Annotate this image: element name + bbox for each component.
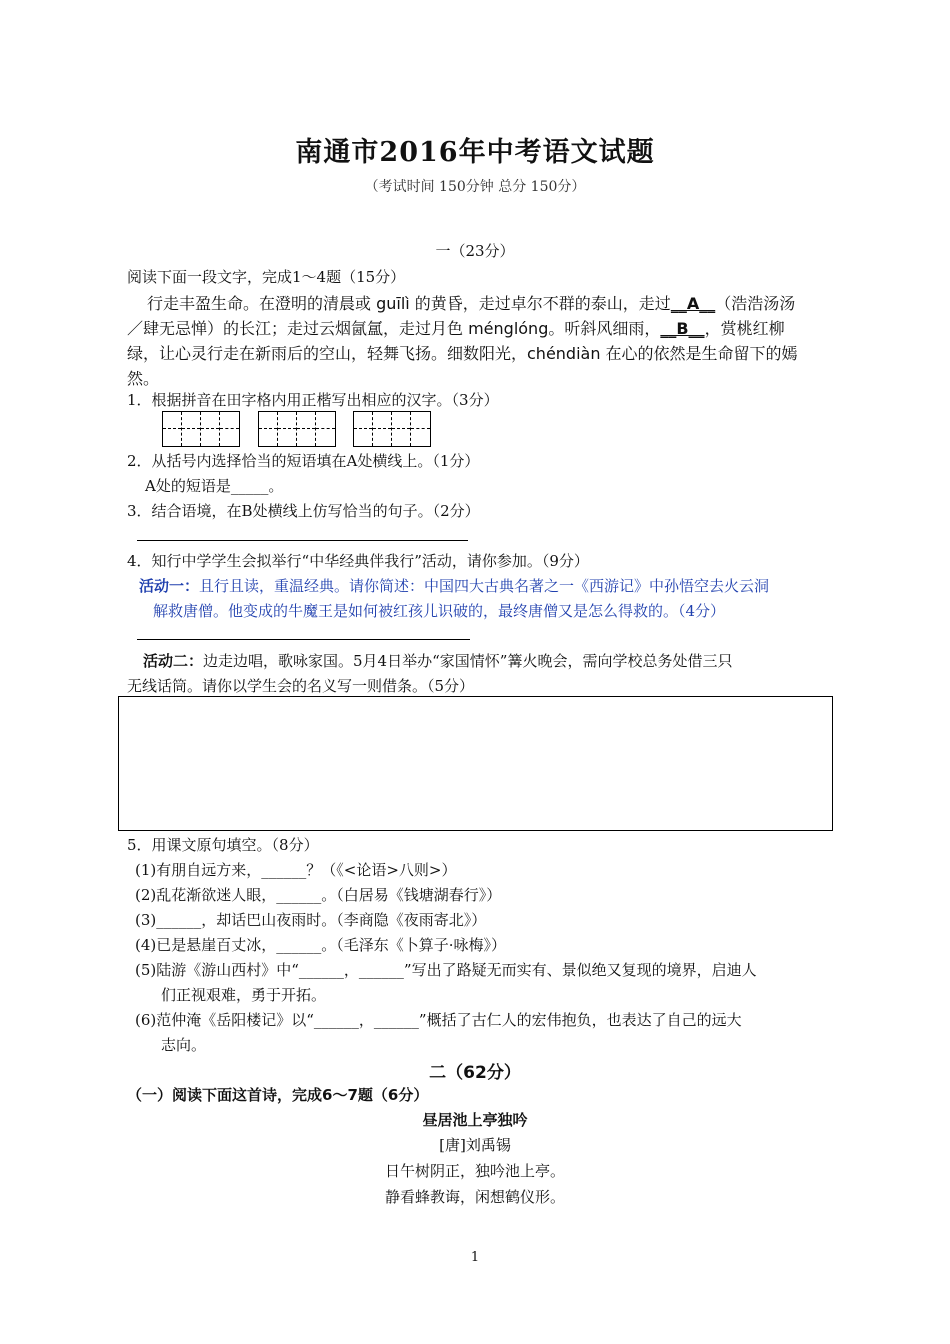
tianzige-grid-1[interactable] <box>162 411 240 447</box>
activity-1-cont: 解救唐僧。他变成的牛魔王是如何被红孩儿识破的，最终唐僧又是怎么得救的。（4分） <box>153 602 726 620</box>
activity-1-label: 活动一： <box>139 577 200 595</box>
passage-text: （浩浩汤汤 <box>715 294 796 313</box>
question-4: 4．知行中学学生会拟举行“中华经典伴我行”活动，请你参加。（9分） <box>127 552 589 570</box>
passage-text: 行走丰盈生命。在澄明的清晨或 guīlì 的黄昏，走过卓尔不群的泰山，走过 <box>147 294 671 313</box>
question-5: 5．用课文原句填空。（8分） <box>127 836 319 854</box>
q5-item-6: (6)范仲淹《岳阳楼记》以“______，______”概括了古仁人的宏伟抱负，也表达了自己的远大 <box>135 1011 742 1029</box>
question-1: 1．根据拼音在田字格内用正楷写出相应的汉字。（3分） <box>127 391 499 409</box>
tianzige-grid-3[interactable] <box>353 411 431 447</box>
passage-line-4: 然。 <box>127 369 160 388</box>
exam-info: （考试时间 150分钟 总分 150分） <box>364 179 586 195</box>
passage-text: ，赏桃红柳 <box>704 319 785 338</box>
q5-item-5-cont: 们正视艰难，勇于开拓。 <box>161 986 327 1004</box>
activity-1 <box>139 575 769 596</box>
activity-2-label: 活动二： <box>143 652 204 670</box>
passage-line-1 <box>147 291 795 314</box>
question-3: 3．结合语境，在B处横线上仿写恰当的句子。（2分） <box>127 502 480 520</box>
poem-line-1: 日午树阴正，独吟池上亭。 <box>384 1162 565 1180</box>
activity-2 <box>143 650 732 671</box>
poem-author: [唐]刘禹锡 <box>439 1136 511 1154</box>
passage-line-2 <box>127 316 785 339</box>
q5-item-4: (4)已是悬崖百丈冰，______。（毛泽东《卜算子·咏梅》） <box>135 936 507 954</box>
page-title: 南通市2016年中考语文试题 <box>295 137 655 168</box>
activity-1-text: 且行且读，重温经典。请你简述：中国四大古典名著之一《西游记》中孙悟空去火云洞 <box>199 577 770 595</box>
q5-item-6-cont: 志向。 <box>161 1036 207 1054</box>
section2-sub1: （一）阅读下面这首诗，完成6～7题（6分） <box>127 1086 429 1104</box>
section1-heading: 一（23分） <box>435 242 515 260</box>
q5-item-2: (2)乱花渐欲迷人眼，______。（白居易《钱塘湖春行》） <box>135 886 502 904</box>
passage-line-3: 绿，让心灵行走在新雨后的空山，轻舞飞扬。细数阳光，chéndiàn 在心的依然是生命留下的嫣 <box>127 344 798 363</box>
q5-item-3: (3)______，却话巴山夜雨时。（李商隐《夜雨寄北》） <box>135 911 487 929</box>
blank-b: __B__ <box>660 319 705 338</box>
answer-line-q3[interactable] <box>137 540 468 541</box>
iou-answer-box[interactable] <box>118 696 833 831</box>
tianzige-grid-2[interactable] <box>258 411 336 447</box>
activity-2-text: 边走边唱，歌咏家国。5月4日举办“家国情怀”篝火晚会，需向学校总务处借三只 <box>203 652 733 670</box>
q5-item-5: (5)陆游《游山西村》中“______，______”写出了路疑无而实有、景似绝又复现的境界，启迪人 <box>135 961 757 979</box>
section1-instruction: 阅读下面一段文字，完成1～4题（15分） <box>127 268 406 286</box>
poem-title: 昼居池上亭独吟 <box>422 1111 528 1129</box>
activity-2-cont: 无线话筒。请你以学生会的名义写一则借条。（5分） <box>127 677 475 695</box>
question-2: 2．从括号内选择恰当的短语填在A处横线上。（1分） <box>127 452 480 470</box>
q5-item-1: (1)有朋自远方来，______？（《<论语>八则>） <box>135 861 457 879</box>
poem-line-2: 静看蜂教诲，闲想鹤仪形。 <box>384 1188 565 1206</box>
blank-a: __A__ <box>670 294 716 313</box>
passage-text: ／肆无忌惮）的长江；走过云烟氤氲，走过月色 ménglóng。听斜风细雨， <box>127 319 661 338</box>
section2-heading: 二（62分） <box>429 1063 521 1083</box>
answer-line-activity-1[interactable] <box>137 639 470 640</box>
page-number: 1 <box>470 1250 480 1265</box>
question-2-answer: A处的短语是_____。 <box>145 477 284 495</box>
